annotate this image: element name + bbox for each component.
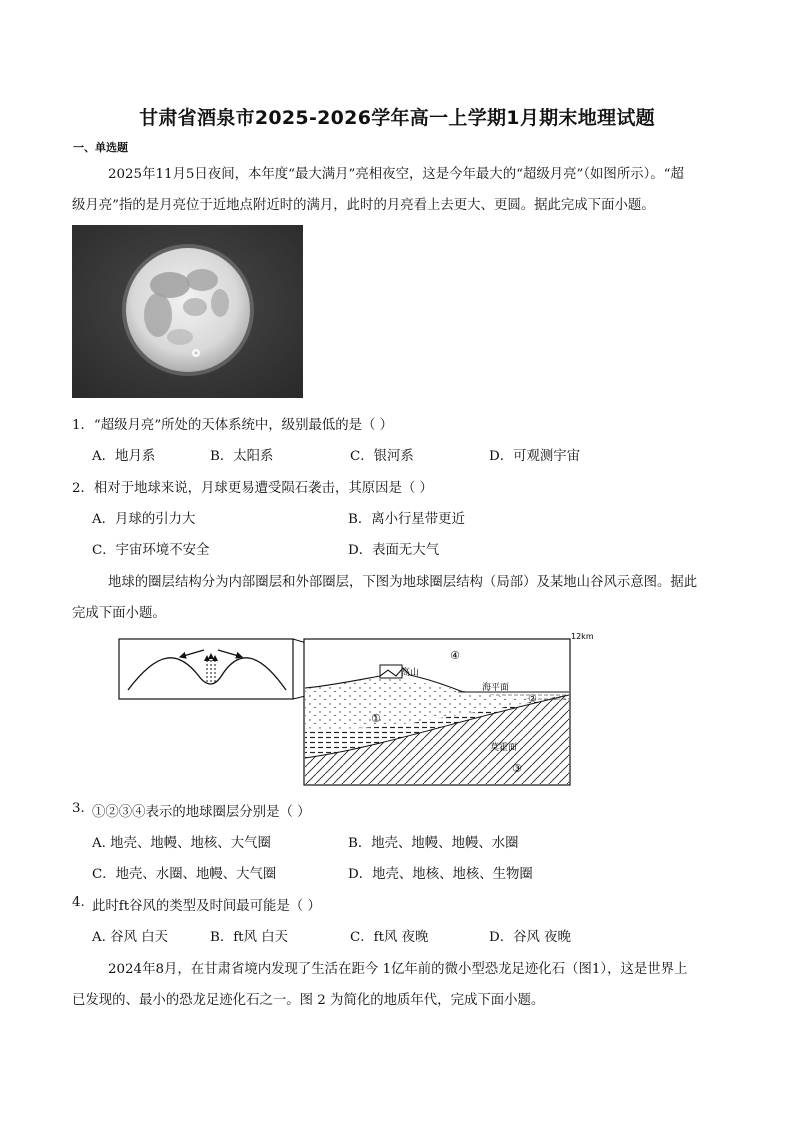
q1-stem: 1．“超级月亮”所处的天体系统中，级别最低的是（ ） xyxy=(72,418,394,433)
q4-option-b[interactable]: B．ft风 白天 xyxy=(210,930,288,945)
q1-option-b[interactable]: B．太阳系 xyxy=(210,449,274,464)
q3-option-a[interactable]: A. 地壳、地幔、地核、大气圈 xyxy=(92,836,271,851)
intro1-line2: 级月亮”指的是月亮位于近地点附近时的满月，此时的月亮看上去更大、更圆。据此完成下面小题。 xyxy=(72,198,655,213)
label-circle-3: ③ xyxy=(512,762,522,775)
diagram-svg xyxy=(118,630,598,788)
moon-illustration xyxy=(72,225,303,398)
q2-option-c[interactable]: C．宇宙环境不安全 xyxy=(92,543,210,558)
intro3-line1: 2024年8月，在甘肃省境内发现了生活在距今 1亿年前的微小型恐龙足迹化石（图1），这是世界上 xyxy=(108,962,688,977)
q3-option-d[interactable]: D．地壳、地核、地核、生物圈 xyxy=(348,867,533,882)
q2-option-a[interactable]: A．月球的引力大 xyxy=(92,512,196,527)
mountain-label: 高山 xyxy=(401,668,420,678)
q2-stem: 2．相对于地球来说，月球更易遭受陨石袭击，其原因是（ ） xyxy=(72,481,433,496)
label-circle-2: ② xyxy=(528,694,537,705)
q2-option-b[interactable]: B．离小行星带更近 xyxy=(348,512,465,527)
intro3-line2: 已发现的、最小的恐龙足迹化石之一。图 2 为简化的地质年代，完成下面小题。 xyxy=(72,993,545,1008)
label-circle-1: ① xyxy=(371,712,381,725)
q4-option-d[interactable]: D．谷风 夜晚 xyxy=(489,930,571,945)
intro1-line1: 2025年11月5日夜间，本年度“最大满月”亮相夜空，这是今年最大的“超级月亮”（如图所示）。“超 xyxy=(108,167,684,182)
supermoon-photo xyxy=(72,225,303,398)
q3-option-c[interactable]: C．地壳、水圈、地幔、大气圈 xyxy=(92,867,277,882)
moho-label: 莫霍面 xyxy=(490,743,518,753)
height-label: 12km xyxy=(571,632,594,641)
q4-number: 4. xyxy=(72,895,85,910)
intro2-line1: 地球的圈层结构分为内部圈层和外部圈层，下图为地球圈层结构（局部）及某地山谷风示意图。据此 xyxy=(108,575,698,590)
page-title: 甘肃省酒泉市2025-2026学年高一上学期1月期末地理试题 xyxy=(139,107,655,129)
q4-stem: 此时ft谷风的类型及时间最可能是（ ） xyxy=(92,899,321,914)
q3-number: 3. xyxy=(72,801,85,816)
q4-option-c[interactable]: C．ft风 夜晚 xyxy=(350,930,429,945)
intro2-line2: 完成下面小题。 xyxy=(72,606,166,621)
q2-option-d[interactable]: D．表面无大气 xyxy=(348,543,440,558)
sea-level-label: 海平面 xyxy=(482,683,510,693)
earth-sphere-diagram xyxy=(118,630,598,788)
valley-inset-frame xyxy=(119,639,293,699)
label-circle-4: ④ xyxy=(450,649,460,662)
q3-option-b[interactable]: B．地壳、地幔、地幔、水圈 xyxy=(348,836,519,851)
section-label: 一、单选题 xyxy=(73,141,128,154)
q4-option-a[interactable]: A. 谷风 白天 xyxy=(92,930,169,945)
q1-option-d[interactable]: D．可观测宇宙 xyxy=(489,449,581,464)
q1-option-c[interactable]: C．银河系 xyxy=(350,449,414,464)
q1-option-a[interactable]: A．地月系 xyxy=(92,449,156,464)
q3-stem: ①②③④表示的地球圈层分别是（ ） xyxy=(92,805,311,820)
